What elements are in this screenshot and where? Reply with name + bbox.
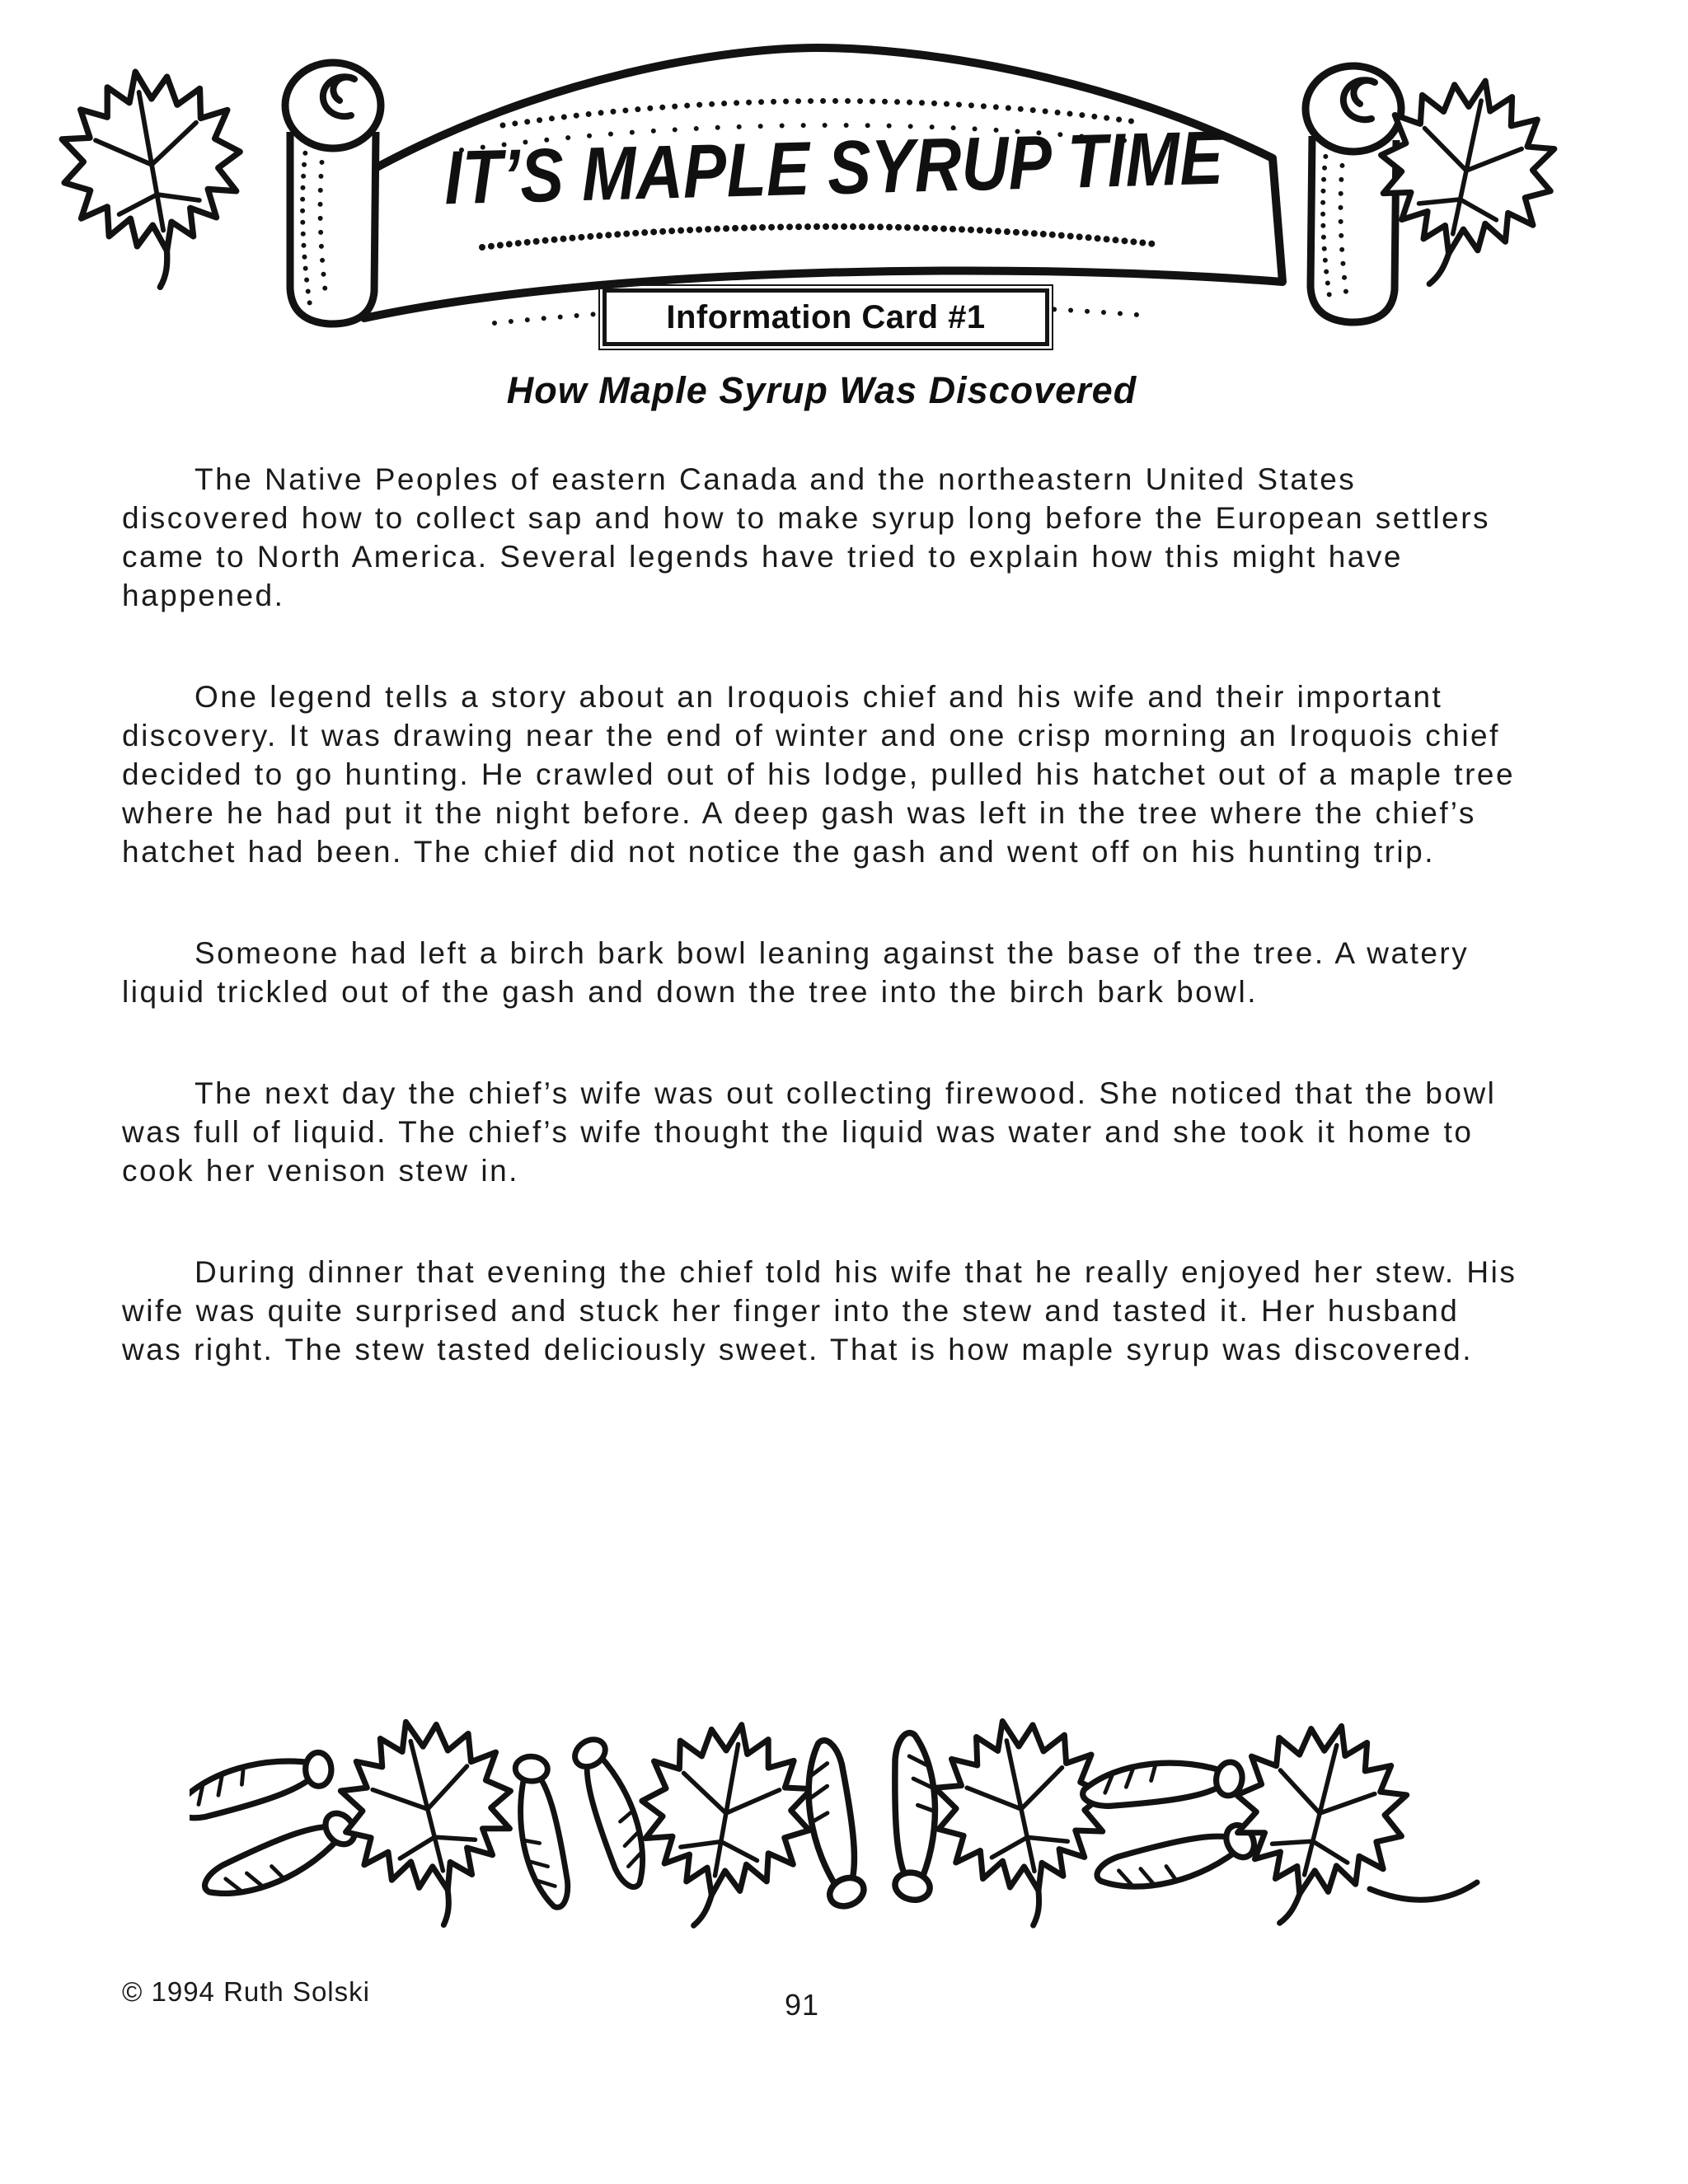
page-number: 91 [785,1988,820,2022]
info-card-label: Information Card #1 [666,298,986,335]
maple-leaf-icon [1209,1705,1423,1945]
maple-seed-icon [190,1736,366,1906]
banner-title: IT’S MAPLE SYRUP TIME [443,112,1353,221]
leaf-seed-border [190,1698,1492,1945]
article-heading: How Maple Syrup Was Discovered [506,369,1137,411]
maple-leaf-icon [48,56,261,300]
paragraph: Someone had left a birch bark bowl leaning against the base of the tree. A watery liquid trickled out of the gash and down the tree into the birch bark bowl. [122,936,1470,1009]
info-card-label-box [603,288,1049,346]
copyright-notice: © 1994 Ruth Solski [122,1976,370,2007]
paragraph: During dinner that evening the chief told his wife that he really enjoyed her stew. His wife was quite surprised and stuck her finger into the stew and tasted it. Her husband was right. The stew tasted deliciously sweet. That is how maple syrup was discovered. [122,1255,1517,1366]
article-body [122,460,1522,1432]
maple-leaf-icon [323,1701,537,1942]
scroll-roll-left-icon [285,63,381,324]
maple-seed-icon [500,1730,653,1912]
maple-leaf-icon [622,1710,825,1943]
maple-seed-icon [1080,1747,1263,1895]
paragraph: One legend tells a story about an Iroquois chief and his wife and their important discovery. It was drawing near the end of winter and one crisp morning an Iroquois chief decided to go hunting. He crawled out of his lodge, pulled his hatchet out of a maple tree where he had put it the night before. A deep gash was left in the tree where the chief’s hatchet had been. The chief did not notice the gash and went off on his hunting trip. [122,680,1516,869]
stem-flourish [1370,1882,1477,1900]
paragraph: The Native Peoples of eastern Canada and the northeastern United States discovered how to collect sap and how to make syrup long before the European settlers came to North America. Several legends have tried to explain how this might have happened. [122,462,1491,612]
maple-seed-icon [804,1732,944,1913]
paragraph: The next day the chief’s wife was out collecting firewood. She noticed that the bowl was full of liquid. The chief’s wife thought the liquid was water and she took it home to cook her venison stew in. [122,1076,1497,1188]
maple-leaf-icon [920,1704,1128,1940]
